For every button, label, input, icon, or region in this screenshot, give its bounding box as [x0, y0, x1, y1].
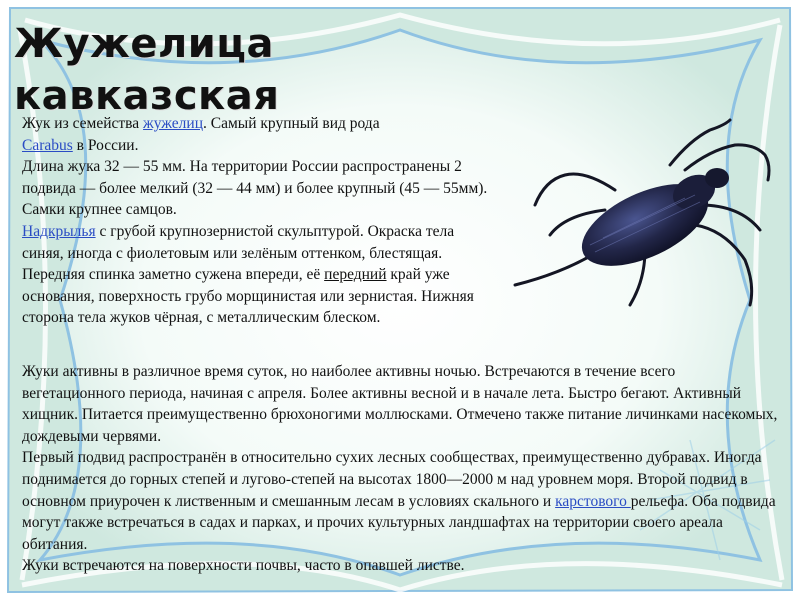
beetle-illustration: [495, 110, 785, 320]
description-paragraph: [22, 113, 492, 329]
page-title: Жужелица кавказская: [14, 21, 280, 119]
text-fragment: Длина жука 32 — 55 мм. На территории России распространены 2 подвида — более мелкий (32 — 44 мм) и более крупный (45 — 55мм). Самки крупнее самцов.: [22, 158, 488, 219]
text-fragment: край уже основания, поверхность грубо морщинистая или зернистая. Нижняя сторона тела жуков чёрная, с металлическим блеском.: [22, 266, 474, 327]
text-fragment: . Самый крупный вид рода: [203, 115, 380, 132]
text-fragment: Жуки встречаются на поверхности почвы, часто в опавшей листве.: [22, 557, 465, 575]
link-nadkrylya[interactable]: Надкрылья: [22, 222, 96, 240]
biology-paragraph: [22, 361, 782, 577]
link-carabus[interactable]: Carabus: [22, 136, 73, 154]
text-fragment: Жуки активны в различное время суток, но наиболее активны ночью. Встречаются в течение всего вегетационного периода, начиная с апреля. Более активны весной и в начале лета. Быстро бегают. Активный хищник. Питается преимущественно брюхоногими моллюсками. Отмечено также питание личинками насекомых, дождевыми червями.: [22, 363, 778, 445]
text-fragment: с грубой крупнозернистой скульптурой. Окраска тела синяя, иногда с фиолетовым или зелёным оттенком, блестящая. Передняя спинка заметно сужена впереди, её: [22, 222, 455, 284]
text-fragment: Жук из семейства: [22, 115, 144, 132]
text-fragment: в России.: [72, 136, 139, 154]
link-karstovogo[interactable]: карстового: [555, 492, 631, 510]
underlined-word: передний: [324, 266, 387, 284]
text-fragment: рельефа. Оба подвида могут также встречаться в садах и парках, и прочих культурных ландшафтах на территории своего ареала обитания.: [22, 492, 776, 553]
link-zhuzhelitsy[interactable]: жужелиц: [143, 115, 204, 132]
text-fragment: Первый подвид распространён в относительно сухих лесных сообществах, преимущественно дубравах. Иногда поднимается до горных степей и лугово-степей на высотах 1800—2000 м над уровнем моря. Второй подвид в основном приурочен к лиственным и смешанным лесам в условиях скального и: [22, 449, 762, 510]
